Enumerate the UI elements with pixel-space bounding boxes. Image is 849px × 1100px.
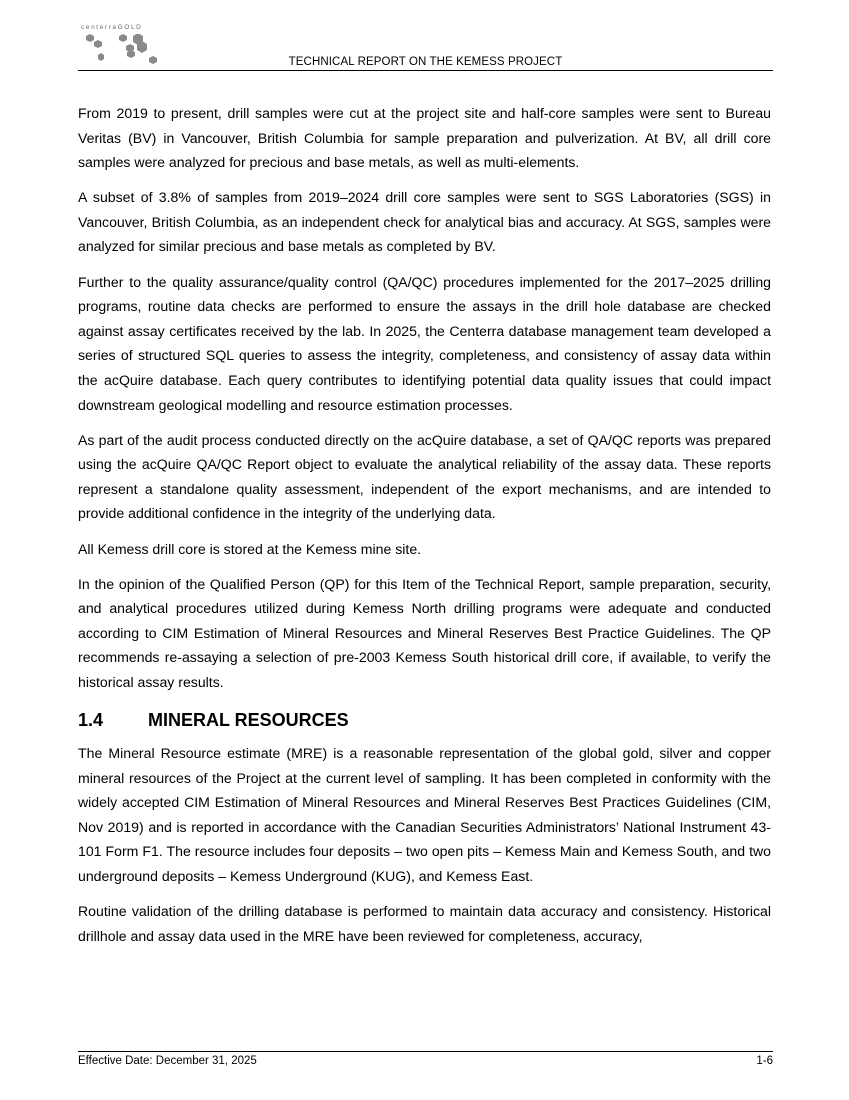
report-title: TECHNICAL REPORT ON THE KEMESS PROJECT [288, 56, 563, 68]
effective-date: Effective Date: December 31, 2025 [78, 1055, 257, 1067]
paragraph: In the opinion of the Qualified Person (QP) for this Item of the Technical Report, sample preparation, security, and analytical procedures utilized during Kemess North drilling programs were adequate and conducted according to CIM Estimation of Mineral Resources and Mineral Reserves Best Practice Guidelines. The QP recommends re-assaying a selection of pre-2003 Kemess South historical drill core, if available, to verify the historical assay results. [78, 575, 771, 690]
company-logo-text: centerraGOLD [81, 24, 143, 31]
paragraph: A subset of 3.8% of samples from 2019–2024 drill core samples were sent to SGS Laboratories (SGS) in Vancouver, British Columbia, as an independent check for analytical bias and accuracy. At SGS, samples were analyzed for similar precious and base metals as completed by BV. [78, 189, 771, 255]
paragraph: All Kemess drill core is stored at the Kemess mine site. [78, 540, 422, 557]
paragraph: Routine validation of the drilling database is performed to maintain data accuracy and consistency. Historical drillhole and assay data used in the MRE have been reviewed for completeness, accuracy, [78, 903, 771, 944]
paragraph: From 2019 to present, drill samples were cut at the project site and half-core samples were sent to Bureau Veritas (BV) in Vancouver, British Columbia for sample preparation and pulverization. At BV, all drill core samples were analyzed for precious and base metals, as well as multi-elements. [78, 105, 771, 171]
paragraph: As part of the audit process conducted directly on the acQuire database, a set of QA/QC reports was prepared using the acQuire QA/QC Report object to evaluate the analytical reliability of the assay data. These reports represent a standalone quality assessment, independent of the export mechanisms, and are intended to provide additional confidence in the integrity of the underlying data. [78, 431, 771, 522]
page-number: 1-6 [756, 1055, 773, 1067]
section-number: 1.4 [78, 710, 104, 731]
page-header [78, 18, 773, 71]
section-heading [78, 705, 771, 735]
paragraph: Further to the quality assurance/quality control (QA/QC) procedures implemented for the 2017–2025 drilling programs, routine data checks are performed to ensure the assays in the drill hole database are checked against assay certificates received by the lab. In 2025, the Centerra database management team developed a series of structured SQL queries to assess the integrity, completeness, and consistency of assay data within the acQuire database. Each query contributes to identifying potential data quality issues that could impact downstream geological modelling and resource estimation processes. [78, 273, 771, 413]
section-title: MINERAL RESOURCES [148, 710, 349, 731]
paragraph: The Mineral Resource estimate (MRE) is a reasonable representation of the global gold, silver and copper mineral resources of the Project at the current level of sampling. It has been completed in conformity with the widely accepted CIM Estimation of Mineral Resources and Mineral Reserves Best Practices Guidelines (CIM, Nov 2019) and is reported in accordance with the Canadian Securities Administrators’ National Instrument 43-101 Form F1. The resource includes four deposits – two open pits – Kemess Main and Kemess South, and two underground deposits – Kemess Underground (KUG), and Kemess East. [78, 745, 771, 885]
page-body [78, 101, 771, 959]
page-footer [78, 1051, 773, 1067]
